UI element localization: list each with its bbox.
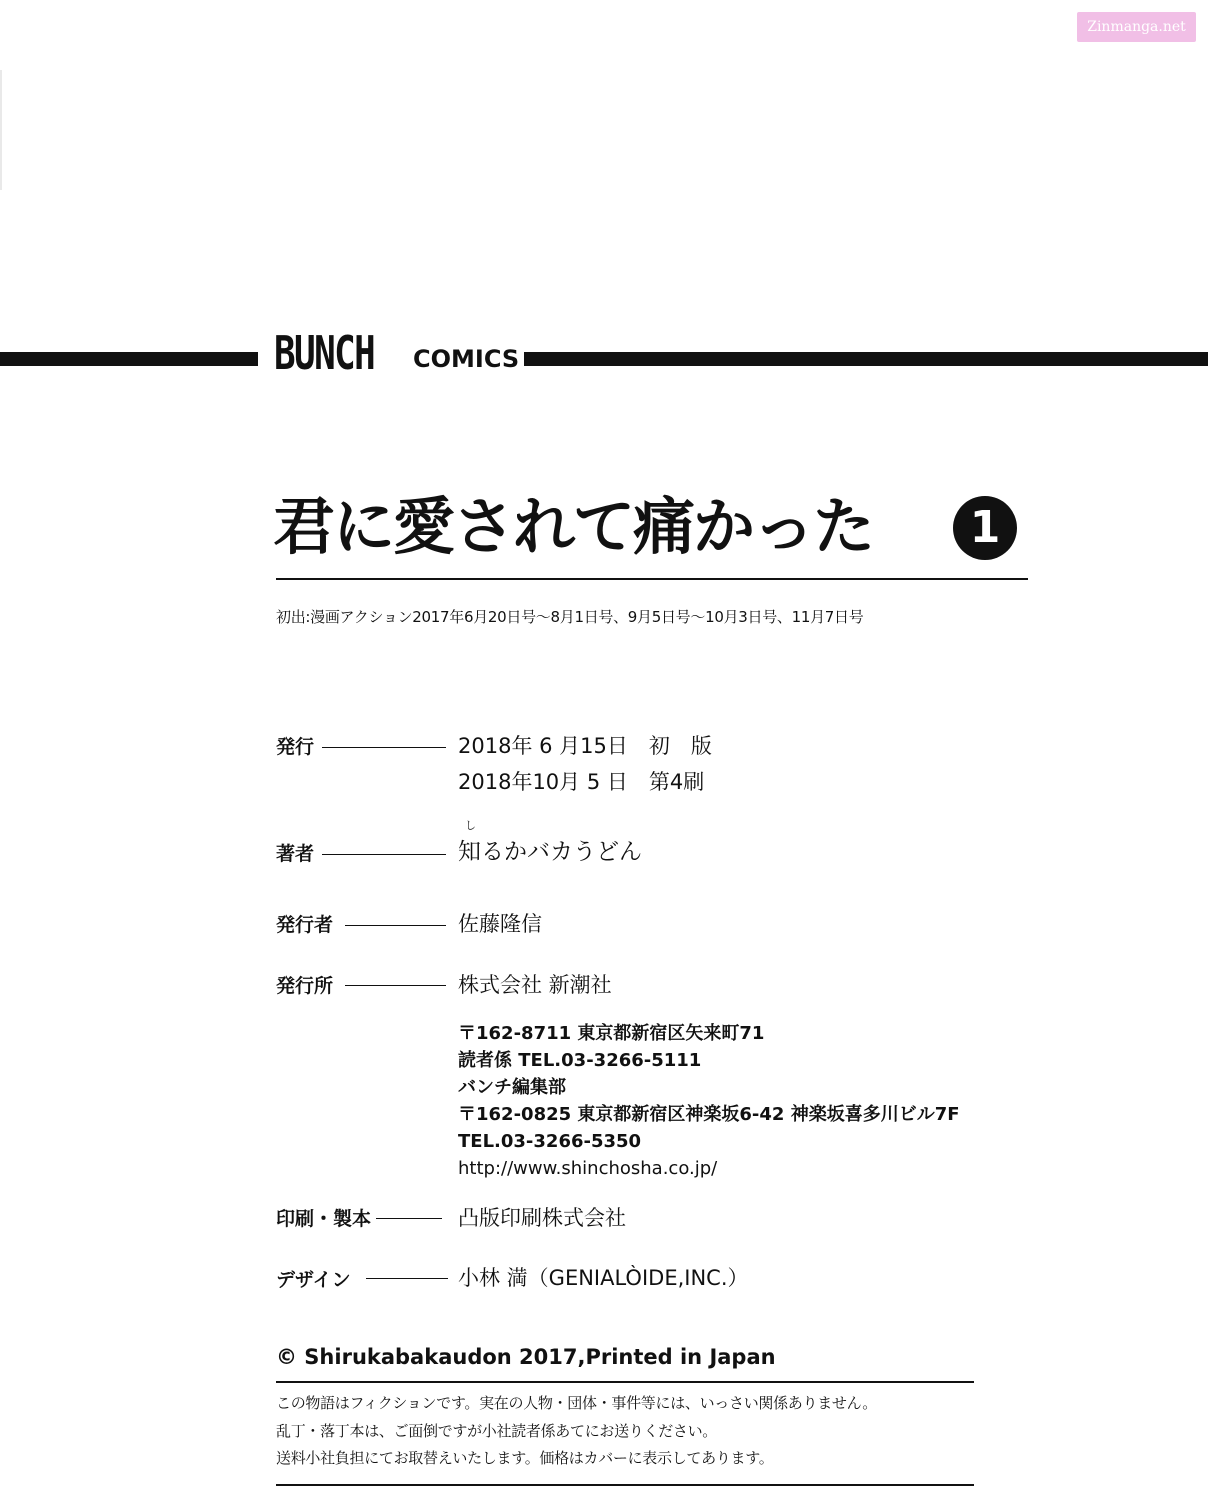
printing-company: 凸版印刷株式会社 xyxy=(458,1206,626,1230)
design-leader xyxy=(366,1278,448,1279)
watermark: Zinmanga.net xyxy=(1077,12,1196,42)
author-label: 著者 xyxy=(276,843,315,865)
publisher-person-label: 発行者 xyxy=(276,914,334,936)
scan-edge-shadow xyxy=(0,70,2,190)
address-line: バンチ編集部 xyxy=(458,1077,566,1098)
copyright-rule xyxy=(276,1381,974,1383)
brand-logo-bunch: BUNCH xyxy=(274,326,375,380)
address-line: 〒162-8711 東京都新宿区矢来町71 xyxy=(458,1023,765,1044)
publisher-leader xyxy=(345,985,446,986)
notice-line: 乱丁・落丁本は、ご面倒ですが小社読者係あてにお送りください。 xyxy=(276,1422,718,1440)
publish-date-reprint: 2018年10月 5 日 第4刷 xyxy=(458,770,705,794)
brand-logo-comics: COMICS xyxy=(413,345,520,373)
bottom-rule xyxy=(276,1484,974,1486)
publisher-person-name: 佐藤隆信 xyxy=(458,912,542,936)
brand-bar-right xyxy=(524,352,1208,366)
publish-label: 発行 xyxy=(276,736,315,758)
volume-badge: 1 xyxy=(953,496,1017,560)
notice-line: 送料小社負担にてお取替えいたします。価格はカバーに表示してあります。 xyxy=(276,1449,774,1467)
brand-bar-left xyxy=(0,352,258,366)
design-credit: 小林 満（GENIALÒIDE,INC.） xyxy=(458,1266,749,1290)
address-line: 読者係 TEL.03-3266-5111 xyxy=(458,1050,702,1071)
author-leader xyxy=(322,854,446,855)
publisher-url: http://www.shinchosha.co.jp/ xyxy=(458,1158,718,1179)
author-ruby: し xyxy=(465,819,476,832)
book-title: 君に愛されて痛かった xyxy=(273,490,874,563)
publish-leader xyxy=(322,747,446,748)
first-publication-note: 初出:漫画アクション2017年6月20日号～8月1日号、9月5日号～10月3日号、11月7日号 xyxy=(276,608,864,626)
design-label: デザイン xyxy=(276,1269,351,1291)
address-line: 〒162-0825 東京都新宿区神楽坂6-42 神楽坂喜多川ビル7F xyxy=(458,1104,960,1125)
copyright-line: © Shirukabakaudon 2017,Printed in Japan xyxy=(276,1345,776,1369)
publish-date-first: 2018年 6 月15日 初 版 xyxy=(458,734,712,758)
notice-line: この物語はフィクションです。実在の人物・団体・事件等には、いっさい関係ありません。 xyxy=(276,1394,877,1412)
printing-leader xyxy=(376,1218,442,1219)
publisher-label: 発行所 xyxy=(276,975,334,997)
publisher-name: 株式会社 新潮社 xyxy=(458,973,612,997)
printing-label: 印刷・製本 xyxy=(276,1208,372,1230)
author-name: 知るかバカうどん xyxy=(458,839,642,865)
publisher-person-leader xyxy=(345,925,446,926)
address-line: TEL.03-3266-5350 xyxy=(458,1131,642,1152)
title-rule xyxy=(276,578,1028,580)
